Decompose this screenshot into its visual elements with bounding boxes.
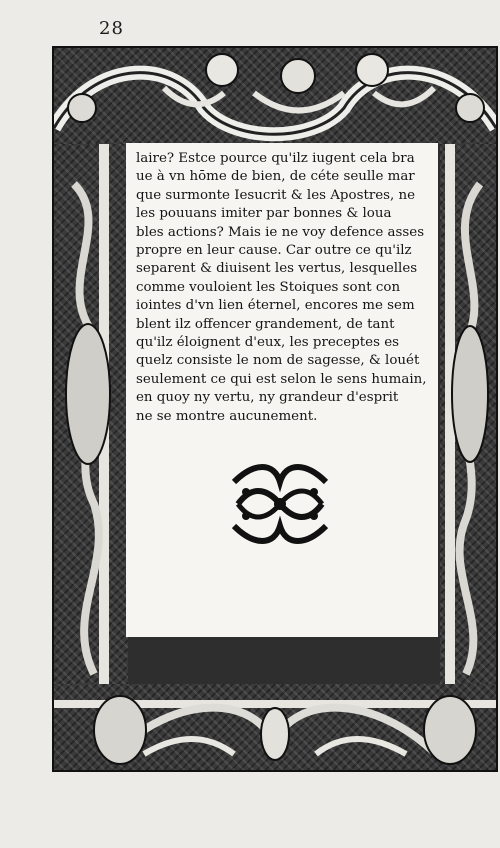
- putto-figure-left: [94, 696, 146, 764]
- text-line: blent ilz offencer grandement, de tant: [136, 316, 395, 332]
- grotesque-mask-right: [456, 94, 484, 122]
- border-bottom-band: [54, 684, 496, 770]
- cherub-face-right: [356, 54, 388, 86]
- border-left-band: [54, 144, 128, 684]
- border-top-band: [54, 48, 496, 144]
- text-line: ne se montre aucunement.: [136, 408, 318, 424]
- fleuron-ornament: [224, 462, 336, 546]
- text-line: que surmonte Iesucrit & les Apostres, ne: [136, 187, 416, 203]
- grotesque-mask-left: [68, 94, 96, 122]
- putto-figure-right: [424, 696, 476, 764]
- cherub-face-center: [281, 59, 315, 93]
- text-line: quelz consiste le nom de sagesse, & louét: [136, 353, 420, 369]
- text-line: comme vouloient les Stoiques sont con: [136, 279, 401, 295]
- body-text: [136, 150, 436, 426]
- text-line: seulement ce qui est selon le sens humain,: [136, 371, 427, 387]
- text-line: en quoy ny vertu, ny grandeur d'esprit: [136, 390, 399, 406]
- vase-ornament: [261, 708, 289, 760]
- text-line: bles actions? Mais ie ne voy defence asses: [136, 224, 425, 240]
- text-line: propre en leur cause. Car outre ce qu'ilz: [136, 243, 412, 259]
- page-number: 28: [99, 18, 124, 39]
- border-right-band: [440, 144, 496, 684]
- text-line: separent & diuisent les vertus, lesquelles: [136, 261, 418, 277]
- text-line: laire? Estce pource qu'ilz iugent cela bra: [136, 151, 415, 166]
- cherub-face-left: [206, 54, 238, 86]
- text-line: qu'ilz éloignent d'eux, les preceptes es: [136, 335, 400, 351]
- text-line: les pouuans imiter par bonnes & loua: [136, 206, 392, 222]
- satyr-figure-right: [452, 326, 488, 462]
- text-line: ue à vn hōme de bien, de céte seulle mar: [136, 169, 415, 185]
- satyr-figure-left: [66, 324, 110, 464]
- text-line: iointes d'vn lien éternel, encores me sem: [136, 298, 415, 314]
